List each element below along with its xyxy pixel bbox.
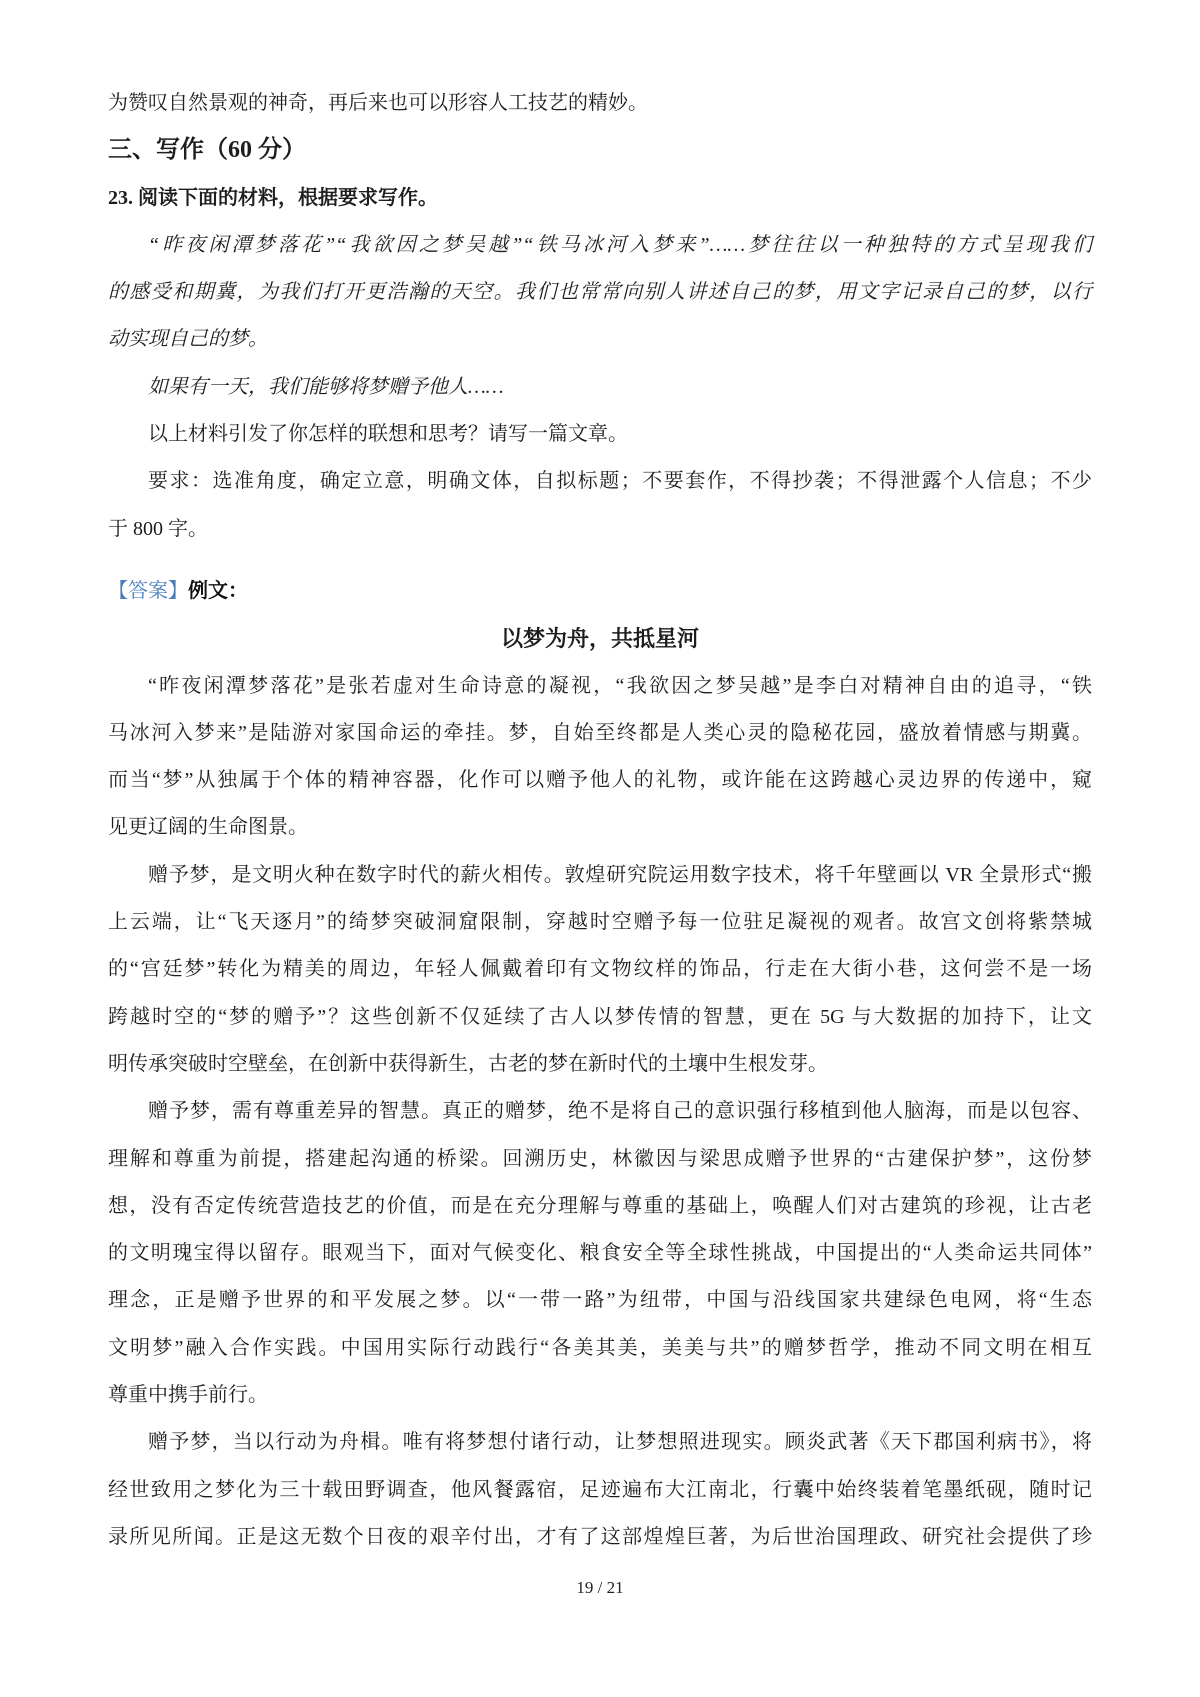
question-stem: 23. 阅读下面的材料，根据要求写作。 xyxy=(108,186,438,209)
essay-paragraph xyxy=(108,852,1092,1088)
essay-paragraph xyxy=(108,663,1092,852)
essay-line: 尊重中携手前行。 xyxy=(108,1384,268,1407)
essay-line: 录所见所闻。正是这无数个日夜的艰辛付出，才有了这部煌煌巨著，为后世治国理政、研究社会提供了珍 xyxy=(108,1525,1092,1548)
answer-label-line xyxy=(108,568,1092,615)
essay-line: 跨越时空的“梦的赠予”？这些创新不仅延续了古人以梦传情的智慧，更在 5G 与大数据的加持下，让文 xyxy=(108,1005,1092,1028)
document-body xyxy=(108,0,1092,1561)
essay-line: 文明梦”融入合作实践。中国用实际行动践行“各美其美，美美与共”的赠梦哲学，推动不同文明在相互 xyxy=(108,1336,1092,1359)
essay-line: 理念，正是赠予世界的和平发展之梦。以“一带一路”为纽带，中国与沿线国家共建绿色电网，将“生态 xyxy=(108,1289,1092,1312)
essay-line: 明传承突破时空壁垒，在创新中获得新生，古老的梦在新时代的土壤中生根发芽。 xyxy=(108,1052,828,1075)
answer-label: 【答案】 xyxy=(108,579,188,602)
material-line: 如果有一天，我们能够将梦赠予他人…… xyxy=(148,375,504,398)
material-line: 动实现自己的梦。 xyxy=(108,328,268,351)
page-number: 19 / 21 xyxy=(576,1578,624,1597)
prompt-line: 以上材料引发了你怎样的联想和思考？请写一篇文章。 xyxy=(148,423,628,446)
essay-title: 以梦为舟，共抵星河 xyxy=(500,626,699,652)
essay-line: 赠予梦，是文明火种在数字时代的薪火相传。敦煌研究院运用数字技术，将千年壁画以 VR 全景形式“搬 xyxy=(148,863,1092,886)
essay-paragraph xyxy=(108,1419,1092,1561)
material-line: “昨夜闲潭梦落花”“我欲因之梦吴越”“铁马冰河入梦来”……梦往往以一种独特的方式呈现我们 xyxy=(148,233,1092,256)
answer-sublabel: 例文： xyxy=(188,579,248,602)
essay-line: 赠予梦，需有尊重差异的智慧。真正的赠梦，绝不是将自己的意识强行移植到他人脑海，而是以包容、 xyxy=(148,1100,1092,1123)
essay-line: 想，没有否定传统营造技艺的价值，而是在充分理解与尊重的基础上，唤醒人们对古建筑的珍视，让古老 xyxy=(108,1194,1092,1217)
essay-paragraph xyxy=(108,1088,1092,1419)
prompt-line: 要求：选准角度，确定立意，明确文体，自拟标题；不要套作，不得抄袭；不得泄露个人信息；不少 xyxy=(148,470,1092,493)
essay-line: “昨夜闲潭梦落花”是张若虚对生命诗意的凝视，“我欲因之梦吴越”是李白对精神自由的追寻，“铁 xyxy=(148,674,1092,697)
essay-line: 经世致用之梦化为三十载田野调查，他风餐露宿，足迹遍布大江南北，行囊中始终装着笔墨纸砚，随时记 xyxy=(108,1478,1092,1501)
essay-line: 马冰河入梦来”是陆游对家国命运的牵挂。梦，自始至终都是人类心灵的隐秘花园，盛放着情感与期冀。 xyxy=(108,721,1092,744)
essay-line: 赠予梦，当以行动为舟楫。唯有将梦想付诸行动，让梦想照进现实。顾炎武著《天下郡国利病书》，将 xyxy=(148,1431,1092,1454)
essay-line: 的文明瑰宝得以留存。眼观当下，面对气候变化、粮食安全等全球性挑战，中国提出的“人类命运共同体” xyxy=(108,1242,1092,1265)
material-line: 的感受和期冀，为我们打开更浩瀚的天空。我们也常常向别人讲述自己的梦，用文字记录自己的梦，以行 xyxy=(108,281,1092,304)
carryover-text: 为赞叹自然景观的神奇，再后来也可以形容人工技艺的精妙。 xyxy=(108,92,648,114)
prompt-block xyxy=(108,411,1092,553)
essay-line: 的“宫廷梦”转化为精美的周边，年轻人佩戴着印有文物纹样的饰品，行走在大街小巷，这何尝不是一场 xyxy=(108,958,1092,981)
essay-line: 而当“梦”从独属于个体的精神容器，化作可以赠予他人的礼物，或许能在这跨越心灵边界的传递中，窥 xyxy=(108,769,1092,792)
essay-line: 上云端，让“飞天逐月”的绮梦突破洞窟限制，穿越时空赠予每一位驻足凝视的观者。故宫文创将紫禁城 xyxy=(108,911,1092,934)
essay-line: 理解和尊重为前提，搭建起沟通的桥梁。回溯历史，林徽因与梁思成赠予世界的“古建保护梦”，这份梦 xyxy=(108,1147,1092,1170)
essay-line: 见更辽阔的生命图景。 xyxy=(108,816,308,839)
material-quote-block xyxy=(108,222,1092,411)
section-heading: 三、写作（60 分） xyxy=(108,137,306,164)
prompt-line: 于 800 字。 xyxy=(108,517,208,540)
